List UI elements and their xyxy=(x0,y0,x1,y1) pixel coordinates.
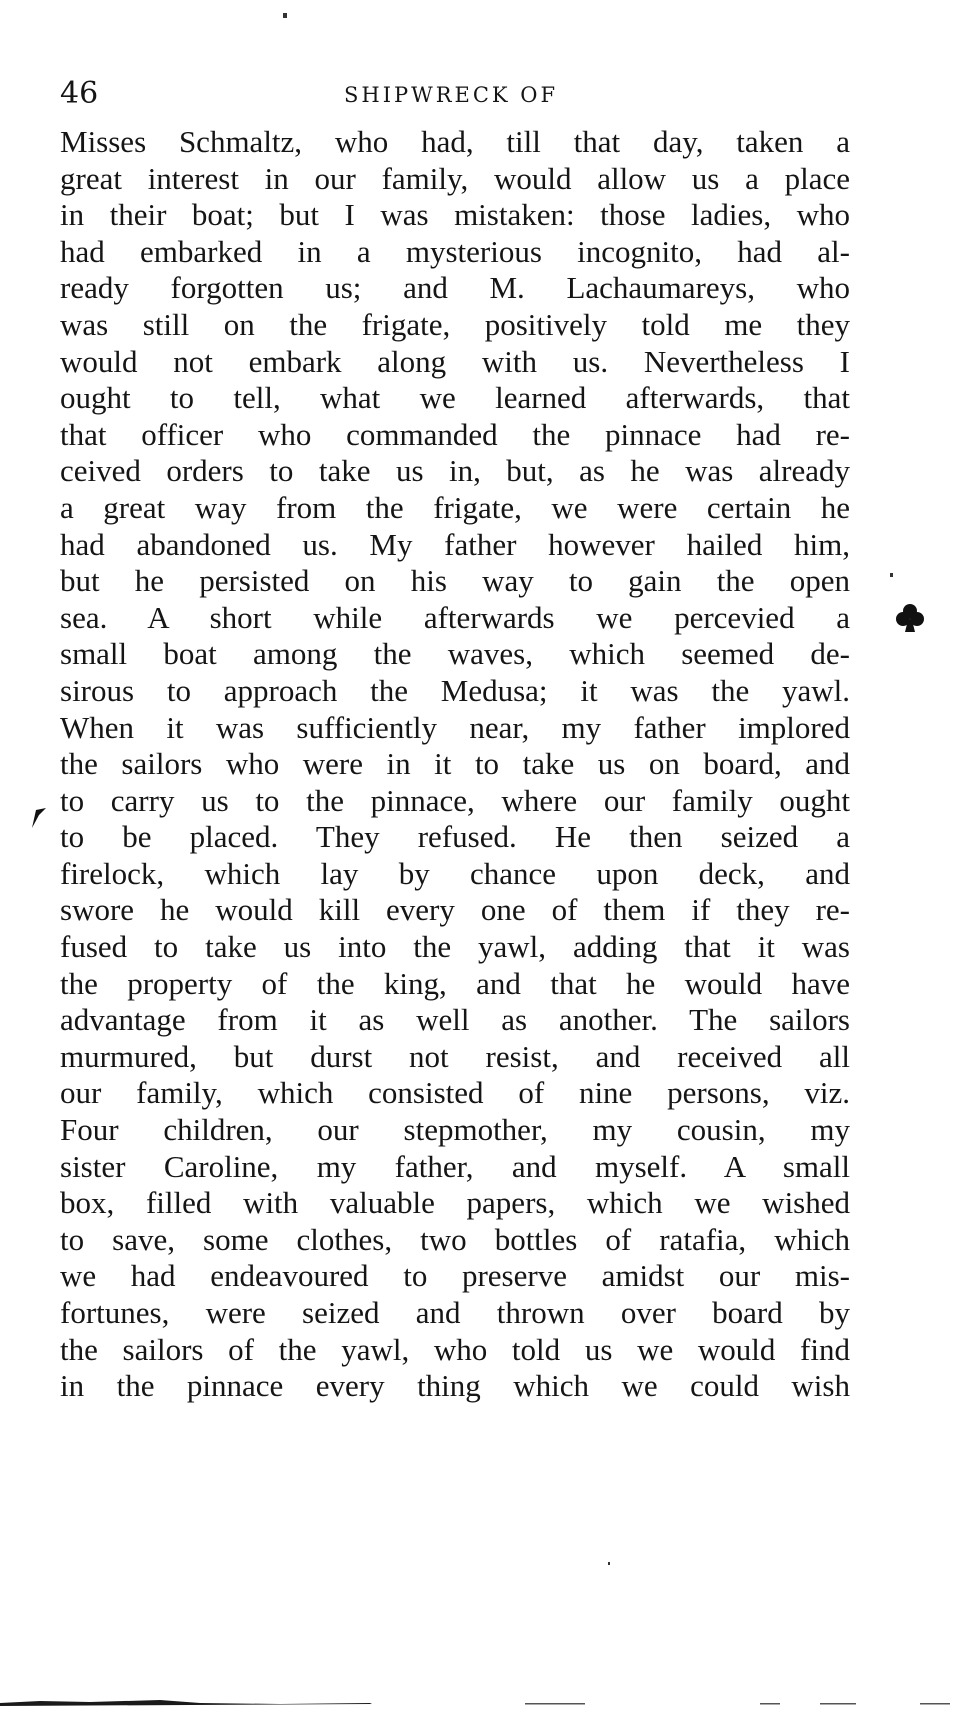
text-line: ceived orders to take us in, but, as he was already xyxy=(60,453,850,489)
text-line: was still on the frigate, positively told me they xyxy=(60,306,850,342)
text-line: advantage from it as well as another. The sailors xyxy=(60,1002,850,1038)
speck xyxy=(608,1562,610,1565)
text-line: ought to tell, what we learned afterwards, that xyxy=(60,380,850,416)
club-ornament-icon xyxy=(896,602,924,634)
text-line: fused to take us into the yawl, adding that it was xyxy=(60,929,850,965)
text-line: small boat among the waves, which seemed de- xyxy=(60,636,850,672)
scan-bottom-edge xyxy=(0,1694,965,1710)
speck xyxy=(283,13,287,18)
text-line: sister Caroline, my father, and myself. A small xyxy=(60,1148,850,1184)
text-line: the sailors who were in it to take us on board, and xyxy=(60,746,850,782)
running-title: SHIPWRECK OF xyxy=(344,83,559,107)
text-line: firelock, which lay by chance upon deck, and xyxy=(60,855,850,891)
text-line: the sailors of the yawl, who told us we would find xyxy=(60,1331,850,1367)
text-line: a great way from the frigate, we were certain he xyxy=(60,489,850,525)
text-line: great interest in our family, would allow us a place xyxy=(60,160,850,196)
text-line: to carry us to the pinnace, where our family ought xyxy=(60,782,850,818)
text-line: would not embark along with us. Nevertheless I xyxy=(60,343,850,379)
text-line: sea. A short while afterwards we percevied a xyxy=(60,599,850,635)
text-line: murmured, but durst not resist, and received all xyxy=(60,1038,850,1074)
text-line: in their boat; but I was mistaken: those ladies, who xyxy=(60,197,850,233)
text-line: swore he would kill every one of them if they re- xyxy=(60,892,850,928)
speck xyxy=(890,573,893,577)
text-line: had embarked in a mysterious incognito, had al- xyxy=(60,233,850,269)
text-line: to be placed. They refused. He then seized a xyxy=(60,819,850,855)
text-line: to save, some clothes, two bottles of ratafia, which xyxy=(60,1221,850,1257)
text-line: we had endeavoured to preserve amidst our mis- xyxy=(60,1258,850,1294)
text-line: box, filled with valuable papers, which we wished xyxy=(60,1185,850,1221)
text-line: Misses Schmaltz, who had, till that day, taken a xyxy=(60,124,850,159)
text-line: When it was sufficiently near, my father implored xyxy=(60,709,850,745)
text-line: fortunes, were seized and thrown over board by xyxy=(60,1295,850,1330)
text-line: in the pinnace every thing which we could wish xyxy=(60,1368,850,1404)
pointing-hand-icon xyxy=(30,806,48,830)
text-line: had abandoned us. My father however hailed him, xyxy=(60,526,850,562)
text-line: ready forgotten us; and M. Lachaumareys, who xyxy=(60,270,850,306)
body-text xyxy=(60,124,850,1405)
text-line: the property of the king, and that he would have xyxy=(60,965,850,1001)
page-header xyxy=(60,74,850,114)
text-line: sirous to approach the Medusa; it was the yawl. xyxy=(60,672,850,708)
text-line: but he persisted on his way to gain the open xyxy=(60,563,850,599)
text-line: Four children, our stepmother, my cousin, my xyxy=(60,1112,850,1148)
page-number: 46 xyxy=(60,76,99,111)
text-line: our family, which consisted of nine persons, viz. xyxy=(60,1075,850,1111)
text-line: that officer who commanded the pinnace had re- xyxy=(60,416,850,452)
